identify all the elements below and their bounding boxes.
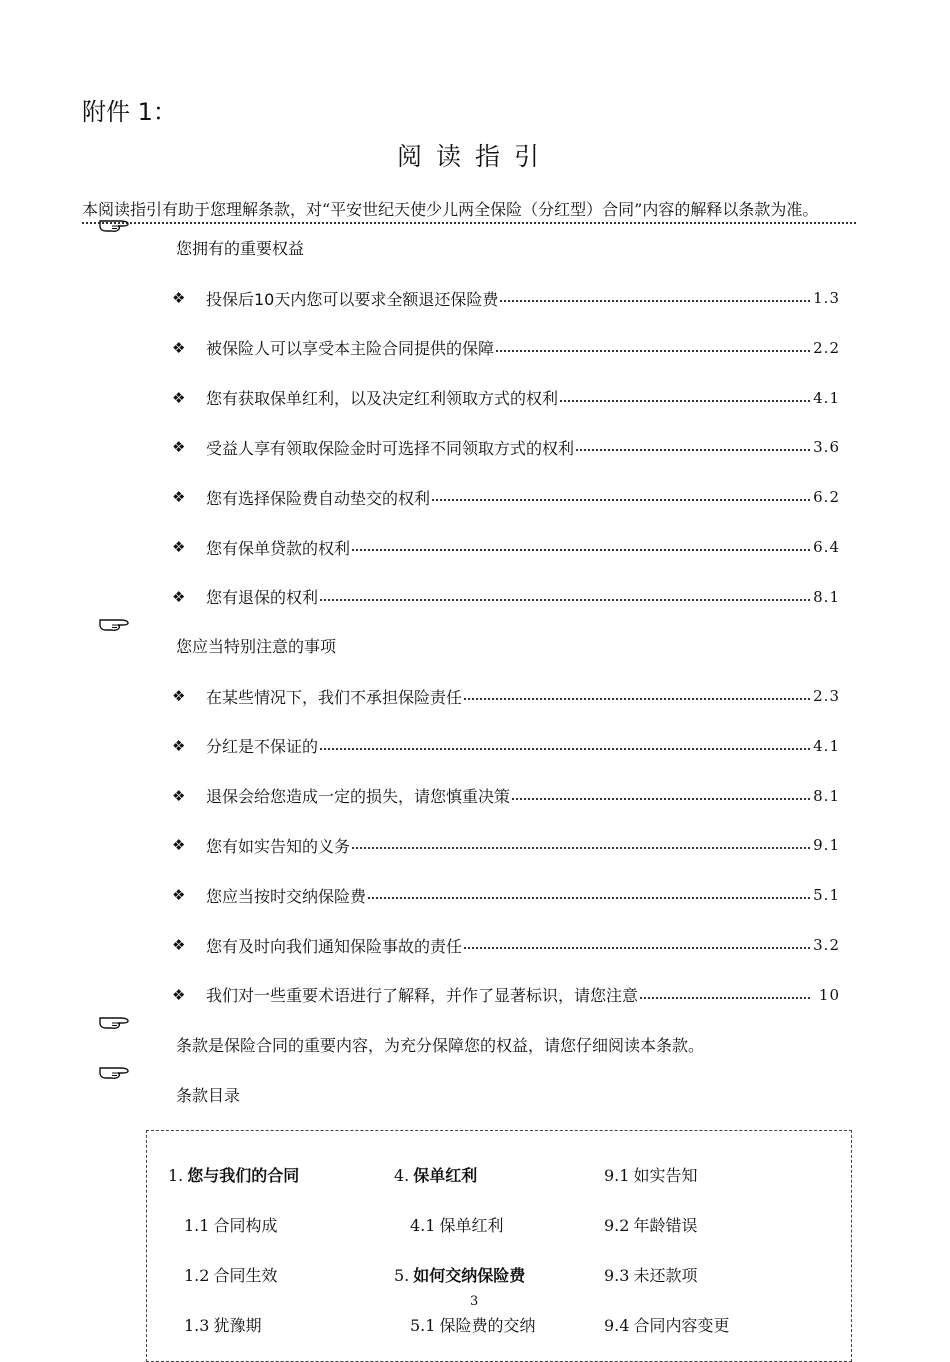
item-text: 在某些情况下，我们不承担保险责任 [206, 687, 463, 707]
toc-label: 合同内容变更 [633, 1316, 730, 1335]
toc-label: 年龄错误 [633, 1216, 698, 1235]
toc-entry [604, 1263, 697, 1286]
dot-leader [500, 300, 810, 302]
diamond-bullet-icon: ❖ [172, 886, 186, 905]
item-text: 被保险人可以享受本主险合同提供的保障 [206, 339, 495, 359]
toc-entry [604, 1163, 697, 1186]
clause-ref: 3.6 [813, 438, 840, 457]
toc-label: 如何交纳保险费 [413, 1266, 526, 1285]
item-text: 我们对一些重要术语进行了解释，并作了显著标识，请您注意 [206, 986, 639, 1006]
toc-number: 9.3 [604, 1266, 630, 1285]
notice-heading: 您应当特别注意的事项 [176, 637, 337, 656]
clause-ref: 6.4 [813, 538, 840, 556]
dot-leader [352, 847, 810, 849]
clause-ref: 1.3 [813, 289, 840, 307]
dot-leader [496, 350, 810, 352]
diamond-bullet-icon: ❖ [172, 289, 186, 307]
toc-number: 9.4 [604, 1316, 630, 1335]
diamond-bullet-icon: ❖ [172, 936, 186, 954]
toc-entry [394, 1263, 525, 1286]
toc-number: 1. [168, 1166, 184, 1185]
item-text: 您有选择保险费自动垫交的权利 [206, 488, 431, 508]
list-item [172, 287, 840, 309]
toc-label: 如实告知 [633, 1166, 698, 1185]
diamond-bullet-icon: ❖ [172, 985, 186, 1004]
toc-label: 犹豫期 [213, 1316, 262, 1335]
diamond-bullet-icon: ❖ [172, 786, 186, 805]
list-item [172, 486, 840, 508]
toc-label: 您与我们的合同 [187, 1166, 300, 1185]
list-item [172, 934, 840, 956]
attachment-label: 附件 1： [82, 98, 177, 126]
hand-pointer-icon [98, 612, 132, 634]
item-text: 投保后10天内您可以要求全额退还保险费 [206, 289, 499, 309]
list-item [172, 884, 840, 906]
dot-leader [320, 599, 810, 601]
toc-entry [410, 1213, 503, 1236]
toc-number: 9.2 [604, 1216, 630, 1235]
toc-entry [184, 1213, 277, 1236]
clause-ref: 4.1 [813, 736, 840, 755]
diamond-bullet-icon: ❖ [172, 587, 186, 606]
clause-ref: 6.2 [813, 488, 840, 507]
clause-ref: 4.1 [813, 388, 840, 407]
toc-entry [168, 1163, 299, 1186]
clause-ref: 2.3 [813, 687, 840, 705]
toc-entry [604, 1313, 729, 1336]
rights-heading: 您拥有的重要权益 [176, 239, 305, 258]
toc-number: 4.1 [410, 1216, 436, 1235]
item-text: 您有如实告知的义务 [206, 836, 351, 856]
diamond-bullet-icon: ❖ [172, 388, 186, 407]
toc-number: 1.2 [184, 1266, 210, 1285]
toc-entry [394, 1163, 477, 1186]
clause-ref: 3.2 [813, 936, 840, 954]
toc-entry [184, 1263, 277, 1286]
dot-leader [464, 947, 810, 949]
toc-entry [410, 1313, 535, 1336]
clause-ref: 10 [818, 985, 840, 1004]
list-item [172, 735, 840, 757]
clause-ref: 2.2 [813, 338, 840, 357]
hand-pointer-icon [98, 1060, 132, 1082]
item-text: 退保会给您造成一定的损失，请您慎重决策 [206, 787, 511, 807]
hand-pointer-icon [98, 1010, 132, 1032]
clause-ref: 9.1 [813, 836, 840, 855]
toc-label: 合同构成 [213, 1216, 278, 1235]
list-item [172, 387, 840, 409]
list-item [172, 984, 840, 1006]
toc-number: 1.1 [184, 1216, 210, 1235]
list-item [172, 536, 840, 558]
list-item [172, 586, 840, 608]
list-item [172, 685, 840, 707]
item-text: 您应当按时交纳保险费 [206, 886, 367, 906]
toc-label: 保单红利 [413, 1166, 478, 1185]
dot-leader [576, 449, 810, 451]
intro-text: 本阅读指引有助于您理解条款，对“平安世纪天使少儿两全保险（分红型）合同”内容的解释以条款为准。 [82, 197, 856, 224]
toc-number: 5.1 [410, 1316, 436, 1335]
item-text: 您有保单贷款的权利 [206, 538, 351, 558]
page-title: 阅读指引 [396, 142, 553, 171]
diamond-bullet-icon: ❖ [172, 538, 186, 556]
clause-ref: 8.1 [813, 587, 840, 606]
diamond-bullet-icon: ❖ [172, 338, 186, 357]
toc-entry [604, 1213, 697, 1236]
diamond-bullet-icon: ❖ [172, 687, 186, 705]
item-text: 分红是不保证的 [206, 737, 319, 757]
item-text: 您有退保的权利 [206, 588, 319, 608]
toc-number: 9.1 [604, 1166, 630, 1185]
dot-leader [640, 997, 810, 999]
toc-label: 未还款项 [633, 1266, 698, 1285]
diamond-bullet-icon: ❖ [172, 836, 186, 855]
item-text: 您有及时向我们通知保险事故的责任 [206, 936, 463, 956]
toc-label: 保单红利 [439, 1216, 504, 1235]
item-text: 您有获取保单红利，以及决定红利领取方式的权利 [206, 389, 559, 409]
diamond-bullet-icon: ❖ [172, 736, 186, 755]
toc-entry [184, 1313, 261, 1336]
toc-number: 5. [394, 1266, 410, 1285]
list-item [172, 834, 840, 856]
dot-leader [352, 549, 810, 551]
list-item [172, 436, 840, 458]
clause-ref: 5.1 [813, 886, 840, 905]
dot-leader [560, 400, 810, 402]
page-number: 3 [470, 1294, 479, 1309]
toc-number: 4. [394, 1166, 410, 1185]
dot-leader [320, 748, 810, 750]
clause-note: 条款是保险合同的重要内容，为充分保障您的权益，请您仔细阅读本条款。 [176, 1036, 705, 1055]
dot-leader [464, 698, 810, 700]
list-item [172, 337, 840, 359]
item-text: 受益人享有领取保险金时可选择不同领取方式的权利 [206, 438, 575, 458]
dot-leader [368, 897, 810, 899]
toc-label: 保险费的交纳 [439, 1316, 536, 1335]
toc-heading: 条款目录 [176, 1086, 241, 1105]
list-item [172, 785, 840, 807]
diamond-bullet-icon: ❖ [172, 488, 186, 507]
clause-ref: 8.1 [813, 786, 840, 805]
hand-pointer-icon [98, 213, 132, 235]
toc-label: 合同生效 [213, 1266, 278, 1285]
dot-leader [512, 798, 810, 800]
dot-leader [432, 499, 810, 501]
toc-number: 1.3 [184, 1316, 210, 1335]
diamond-bullet-icon: ❖ [172, 438, 186, 457]
